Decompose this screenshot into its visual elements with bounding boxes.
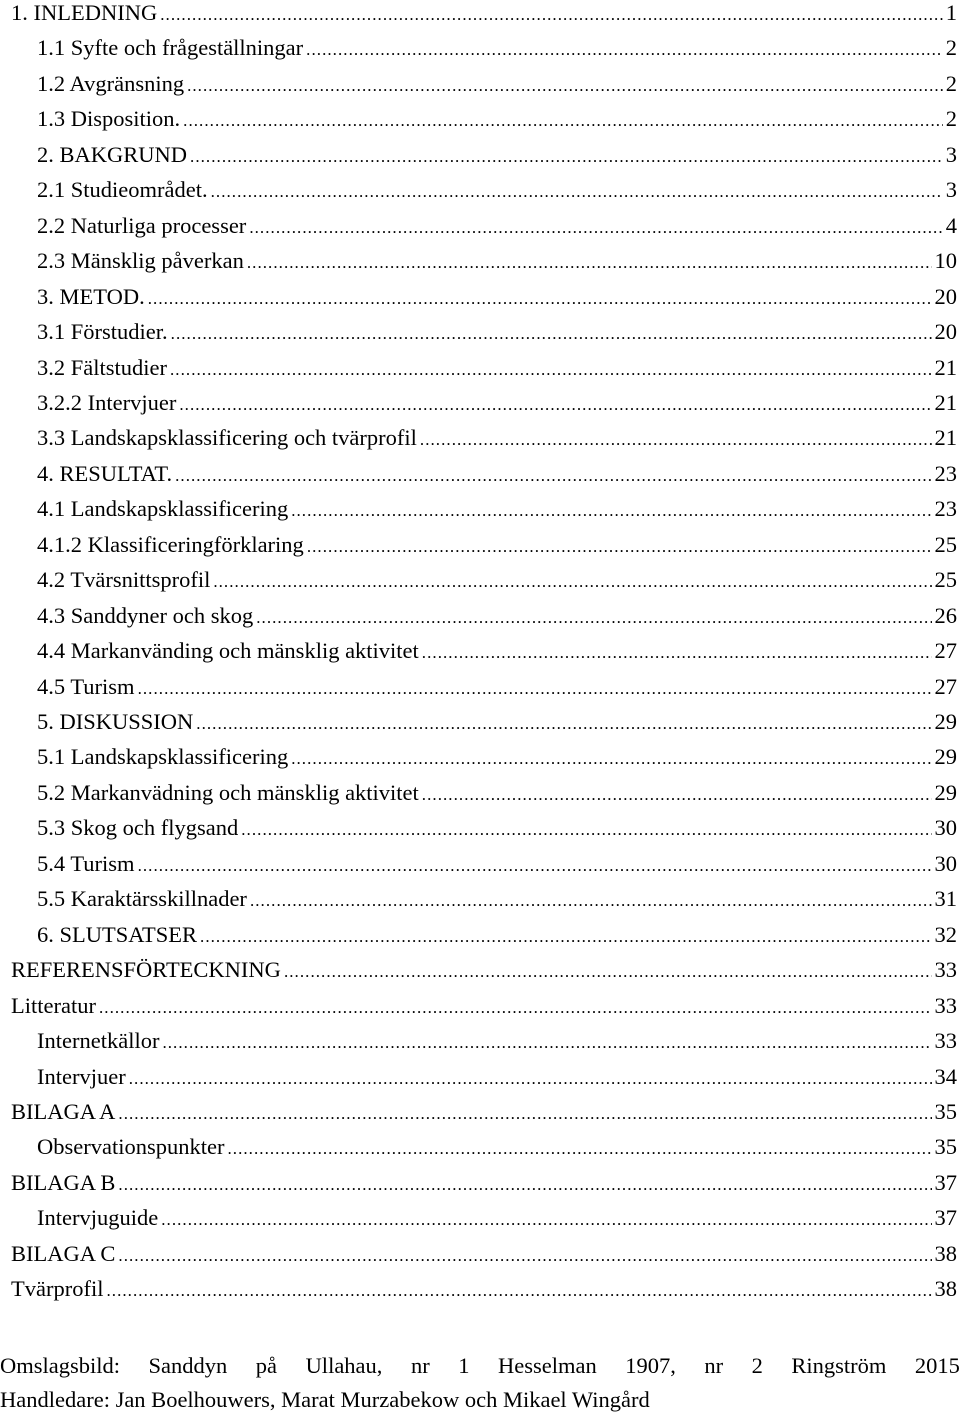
toc-entry-page-number: 23 (934, 460, 957, 486)
cover-credit-word: nr (704, 1353, 724, 1378)
toc-entry-page-number: 27 (934, 673, 957, 699)
toc-entry-page-number: 4 (945, 212, 957, 238)
cover-credit-word: nr (410, 1353, 430, 1378)
toc-entry-title: 2.1 Studieområdet. (37, 177, 208, 203)
toc-entry-title: 4.4 Markanvänding och mänsklig aktivitet (37, 638, 419, 664)
toc-entry-page-number: 20 (934, 319, 957, 345)
toc-entry[interactable] (0, 851, 960, 887)
toc-entry-page-number: 33 (934, 992, 957, 1018)
toc-entry[interactable] (0, 1099, 960, 1135)
toc-entry[interactable] (0, 744, 960, 780)
toc-entry-title: Internetkällor (37, 1028, 160, 1054)
toc-dot-leader (256, 603, 931, 631)
cover-credit-word: Sanddyn (148, 1353, 228, 1378)
toc-dot-leader (179, 390, 931, 418)
toc-entry[interactable] (0, 71, 960, 107)
toc-entry[interactable] (0, 674, 960, 710)
toc-entry-page-number: 3 (945, 141, 957, 167)
toc-entry-page-number: 29 (934, 709, 957, 734)
toc-entry-title: 5.2 Markanvädning och mänsklig aktivitet (37, 779, 419, 805)
toc-dot-leader (422, 638, 932, 666)
toc-dot-leader (118, 1099, 931, 1127)
toc-entry-page-number: 37 (934, 1169, 957, 1195)
toc-dot-leader (247, 248, 932, 276)
toc-entry[interactable] (0, 1064, 960, 1100)
toc-entry-page-number: 23 (934, 496, 957, 522)
toc-entry[interactable] (0, 709, 960, 745)
toc-entry[interactable] (0, 993, 960, 1029)
toc-dot-leader (138, 851, 932, 879)
toc-entry-title: BILAGA B (11, 1169, 116, 1195)
toc-entry-title: 5.5 Karaktärsskillnader (37, 886, 247, 912)
toc-entry-title: 4.1.2 Klassificeringförklaring (37, 531, 304, 557)
toc-entry-page-number: 33 (934, 1028, 957, 1054)
toc-entry-page-number: 3 (945, 177, 957, 203)
toc-entry-page-number: 33 (934, 957, 957, 983)
toc-entry-page-number: 38 (934, 1240, 957, 1266)
toc-entry-page-number: 21 (934, 354, 957, 380)
toc-entry-title: Intervjuer (37, 1063, 126, 1089)
toc-entry-title: 3.1 Förstudier. (37, 319, 168, 345)
toc-dot-leader (161, 1205, 931, 1233)
toc-entry[interactable] (0, 496, 960, 532)
toc-entry[interactable] (0, 425, 960, 461)
toc-entry-title: 2. BAKGRUND (37, 141, 188, 167)
cover-credit-word: på (255, 1353, 278, 1378)
toc-dot-leader (129, 1064, 932, 1092)
toc-entry-page-number: 1 (945, 0, 957, 25)
toc-entry-title: 1.1 Syfte och frågeställningar (37, 35, 304, 61)
toc-entry-page-number: 26 (934, 602, 957, 628)
toc-entry-title: 3.3 Landskapsklassificering och tvärprofil (37, 425, 417, 451)
toc-entry[interactable] (0, 1276, 960, 1312)
toc-entry[interactable] (0, 213, 960, 249)
toc-dot-leader (291, 496, 931, 524)
toc-dot-leader (250, 886, 932, 914)
cover-credit-word: 1 (458, 1353, 470, 1378)
cover-image-credit (0, 1352, 960, 1380)
toc-entry-page-number: 30 (934, 850, 957, 876)
toc-entry-title: 3.2.2 Intervjuer (37, 389, 177, 415)
toc-entry-title: 5.3 Skog och flygsand (37, 815, 239, 841)
toc-entry-title: 5.1 Landskapsklassificering (37, 744, 289, 770)
toc-dot-leader (148, 284, 932, 312)
toc-entry-title: Tvärprofil (11, 1276, 104, 1302)
toc-entry[interactable] (0, 106, 960, 142)
toc-entry[interactable] (0, 35, 960, 71)
toc-dot-leader (420, 425, 932, 453)
toc-entry-page-number: 31 (934, 886, 957, 912)
toc-entry[interactable] (0, 390, 960, 426)
cover-credit-word: 2015 (914, 1353, 960, 1378)
toc-entry-page-number: 35 (934, 1098, 957, 1124)
toc-entry-page-number: 21 (934, 425, 957, 451)
toc-entry[interactable] (0, 922, 960, 958)
toc-dot-leader (175, 461, 931, 489)
toc-dot-leader (160, 0, 943, 28)
toc-entry[interactable] (0, 1170, 960, 1206)
toc-dot-leader (99, 993, 932, 1021)
toc-entry[interactable] (0, 284, 960, 320)
toc-entry-title: 2.3 Mänsklig påverkan (37, 248, 244, 274)
toc-entry-title: 4. RESULTAT. (37, 460, 173, 486)
toc-entry[interactable] (0, 142, 960, 178)
toc-entry[interactable] (0, 638, 960, 674)
supervisors-line: Handledare: Jan Boelhouwers, Marat Murzabekow och Mikael Wingård (0, 1387, 650, 1412)
toc-entry-page-number: 20 (934, 283, 957, 309)
toc-dot-leader (227, 1134, 931, 1162)
toc-entry[interactable] (0, 603, 960, 639)
toc-entry-title: 1.2 Avgränsning (37, 70, 185, 96)
toc-entry-page-number: 30 (934, 815, 957, 841)
toc-entry-title: 5.4 Turism (37, 850, 135, 876)
toc-dot-leader (306, 35, 943, 63)
toc-entry[interactable] (0, 355, 960, 391)
toc-dot-leader (213, 567, 931, 595)
toc-entry-page-number: 34 (934, 1063, 957, 1089)
toc-entry-title: 6. SLUTSATSER (37, 921, 198, 947)
toc-dot-leader (118, 1170, 931, 1198)
cover-credit-word: 1907, (625, 1353, 676, 1378)
toc-entry-page-number: 35 (934, 1134, 957, 1160)
toc-entry-title: 3.2 Fältstudier (37, 354, 167, 380)
toc-dot-leader (249, 213, 942, 241)
toc-entry-page-number: 25 (934, 531, 957, 557)
toc-entry[interactable] (0, 461, 960, 497)
cover-credit-word: Omslagsbild: (0, 1353, 121, 1378)
toc-dot-leader (190, 142, 943, 170)
toc-dot-leader (241, 815, 931, 843)
toc-dot-leader (183, 106, 943, 134)
toc-entry-title: REFERENSFÖRTECKNING (11, 957, 281, 983)
toc-entry-page-number: 2 (945, 70, 957, 96)
toc-dot-leader (307, 532, 932, 560)
toc-entry-page-number: 29 (934, 779, 957, 805)
toc-dot-leader (187, 71, 943, 99)
toc-entry[interactable] (0, 1028, 960, 1064)
toc-entry-page-number: 21 (934, 389, 957, 415)
toc-entry-page-number: 29 (934, 744, 957, 770)
toc-entry[interactable] (0, 319, 960, 355)
toc-dot-leader (211, 177, 943, 205)
toc-entry-title: 1.3 Disposition. (37, 106, 181, 132)
toc-entry[interactable] (0, 177, 960, 213)
toc-entry[interactable] (0, 957, 960, 993)
toc-entry[interactable] (0, 0, 960, 36)
toc-dot-leader (162, 1028, 931, 1056)
toc-entry-title: 3. METOD. (37, 283, 145, 309)
toc-entry[interactable] (0, 567, 960, 603)
toc-dot-leader (291, 744, 931, 772)
toc-entry-title: Observationspunkter (37, 1134, 225, 1160)
toc-dot-leader (196, 709, 931, 737)
toc-entry-title: 4.1 Landskapsklassificering (37, 496, 289, 522)
toc-entry-page-number: 25 (934, 567, 957, 593)
toc-entry-page-number: 27 (934, 638, 957, 664)
toc-entry-page-number: 10 (934, 248, 957, 274)
toc-entry[interactable] (0, 815, 960, 851)
toc-entry[interactable] (0, 886, 960, 922)
toc-dot-leader (284, 957, 932, 985)
cover-credit-word: Ringström (791, 1353, 887, 1378)
toc-entry-page-number: 38 (934, 1276, 957, 1302)
toc-dot-leader (171, 319, 932, 347)
toc-entry-title: 4.5 Turism (37, 673, 135, 699)
toc-entry-title: 4.3 Sanddyner och skog (37, 602, 254, 628)
toc-entry[interactable] (0, 780, 960, 816)
toc-dot-leader (170, 355, 932, 383)
toc-entry[interactable] (0, 1205, 960, 1241)
toc-entry-title: BILAGA A (11, 1098, 116, 1124)
toc-dot-leader (138, 674, 932, 702)
toc-entry[interactable] (0, 532, 960, 568)
toc-dot-leader (106, 1276, 931, 1304)
cover-credit-word: 2 (751, 1353, 763, 1378)
toc-entry[interactable] (0, 1241, 960, 1277)
toc-entry-title: Intervjuguide (37, 1205, 159, 1231)
toc-entry-title: Litteratur (11, 992, 96, 1018)
toc-entry-title: 5. DISKUSSION (37, 709, 194, 734)
toc-entry-page-number: 2 (945, 35, 957, 61)
toc-entry[interactable] (0, 248, 960, 284)
toc-dot-leader (422, 780, 932, 808)
toc-entry-title: 2.2 Naturliga processer (37, 212, 247, 238)
toc-entry[interactable] (0, 1134, 960, 1170)
toc-entry-page-number: 37 (934, 1205, 957, 1231)
toc-dot-leader (200, 922, 931, 950)
cover-credit-word: Hesselman (497, 1353, 597, 1378)
toc-entry-page-number: 2 (945, 106, 957, 132)
toc-entry-page-number: 32 (934, 921, 957, 947)
toc-entry-title: 4.2 Tvärsnittsprofil (37, 567, 211, 593)
toc-entry-title: BILAGA C (11, 1240, 116, 1266)
toc-entry-title: 1. INLEDNING (11, 0, 158, 25)
cover-credit-word: Ullahau, (305, 1353, 383, 1378)
toc-dot-leader (118, 1241, 931, 1269)
